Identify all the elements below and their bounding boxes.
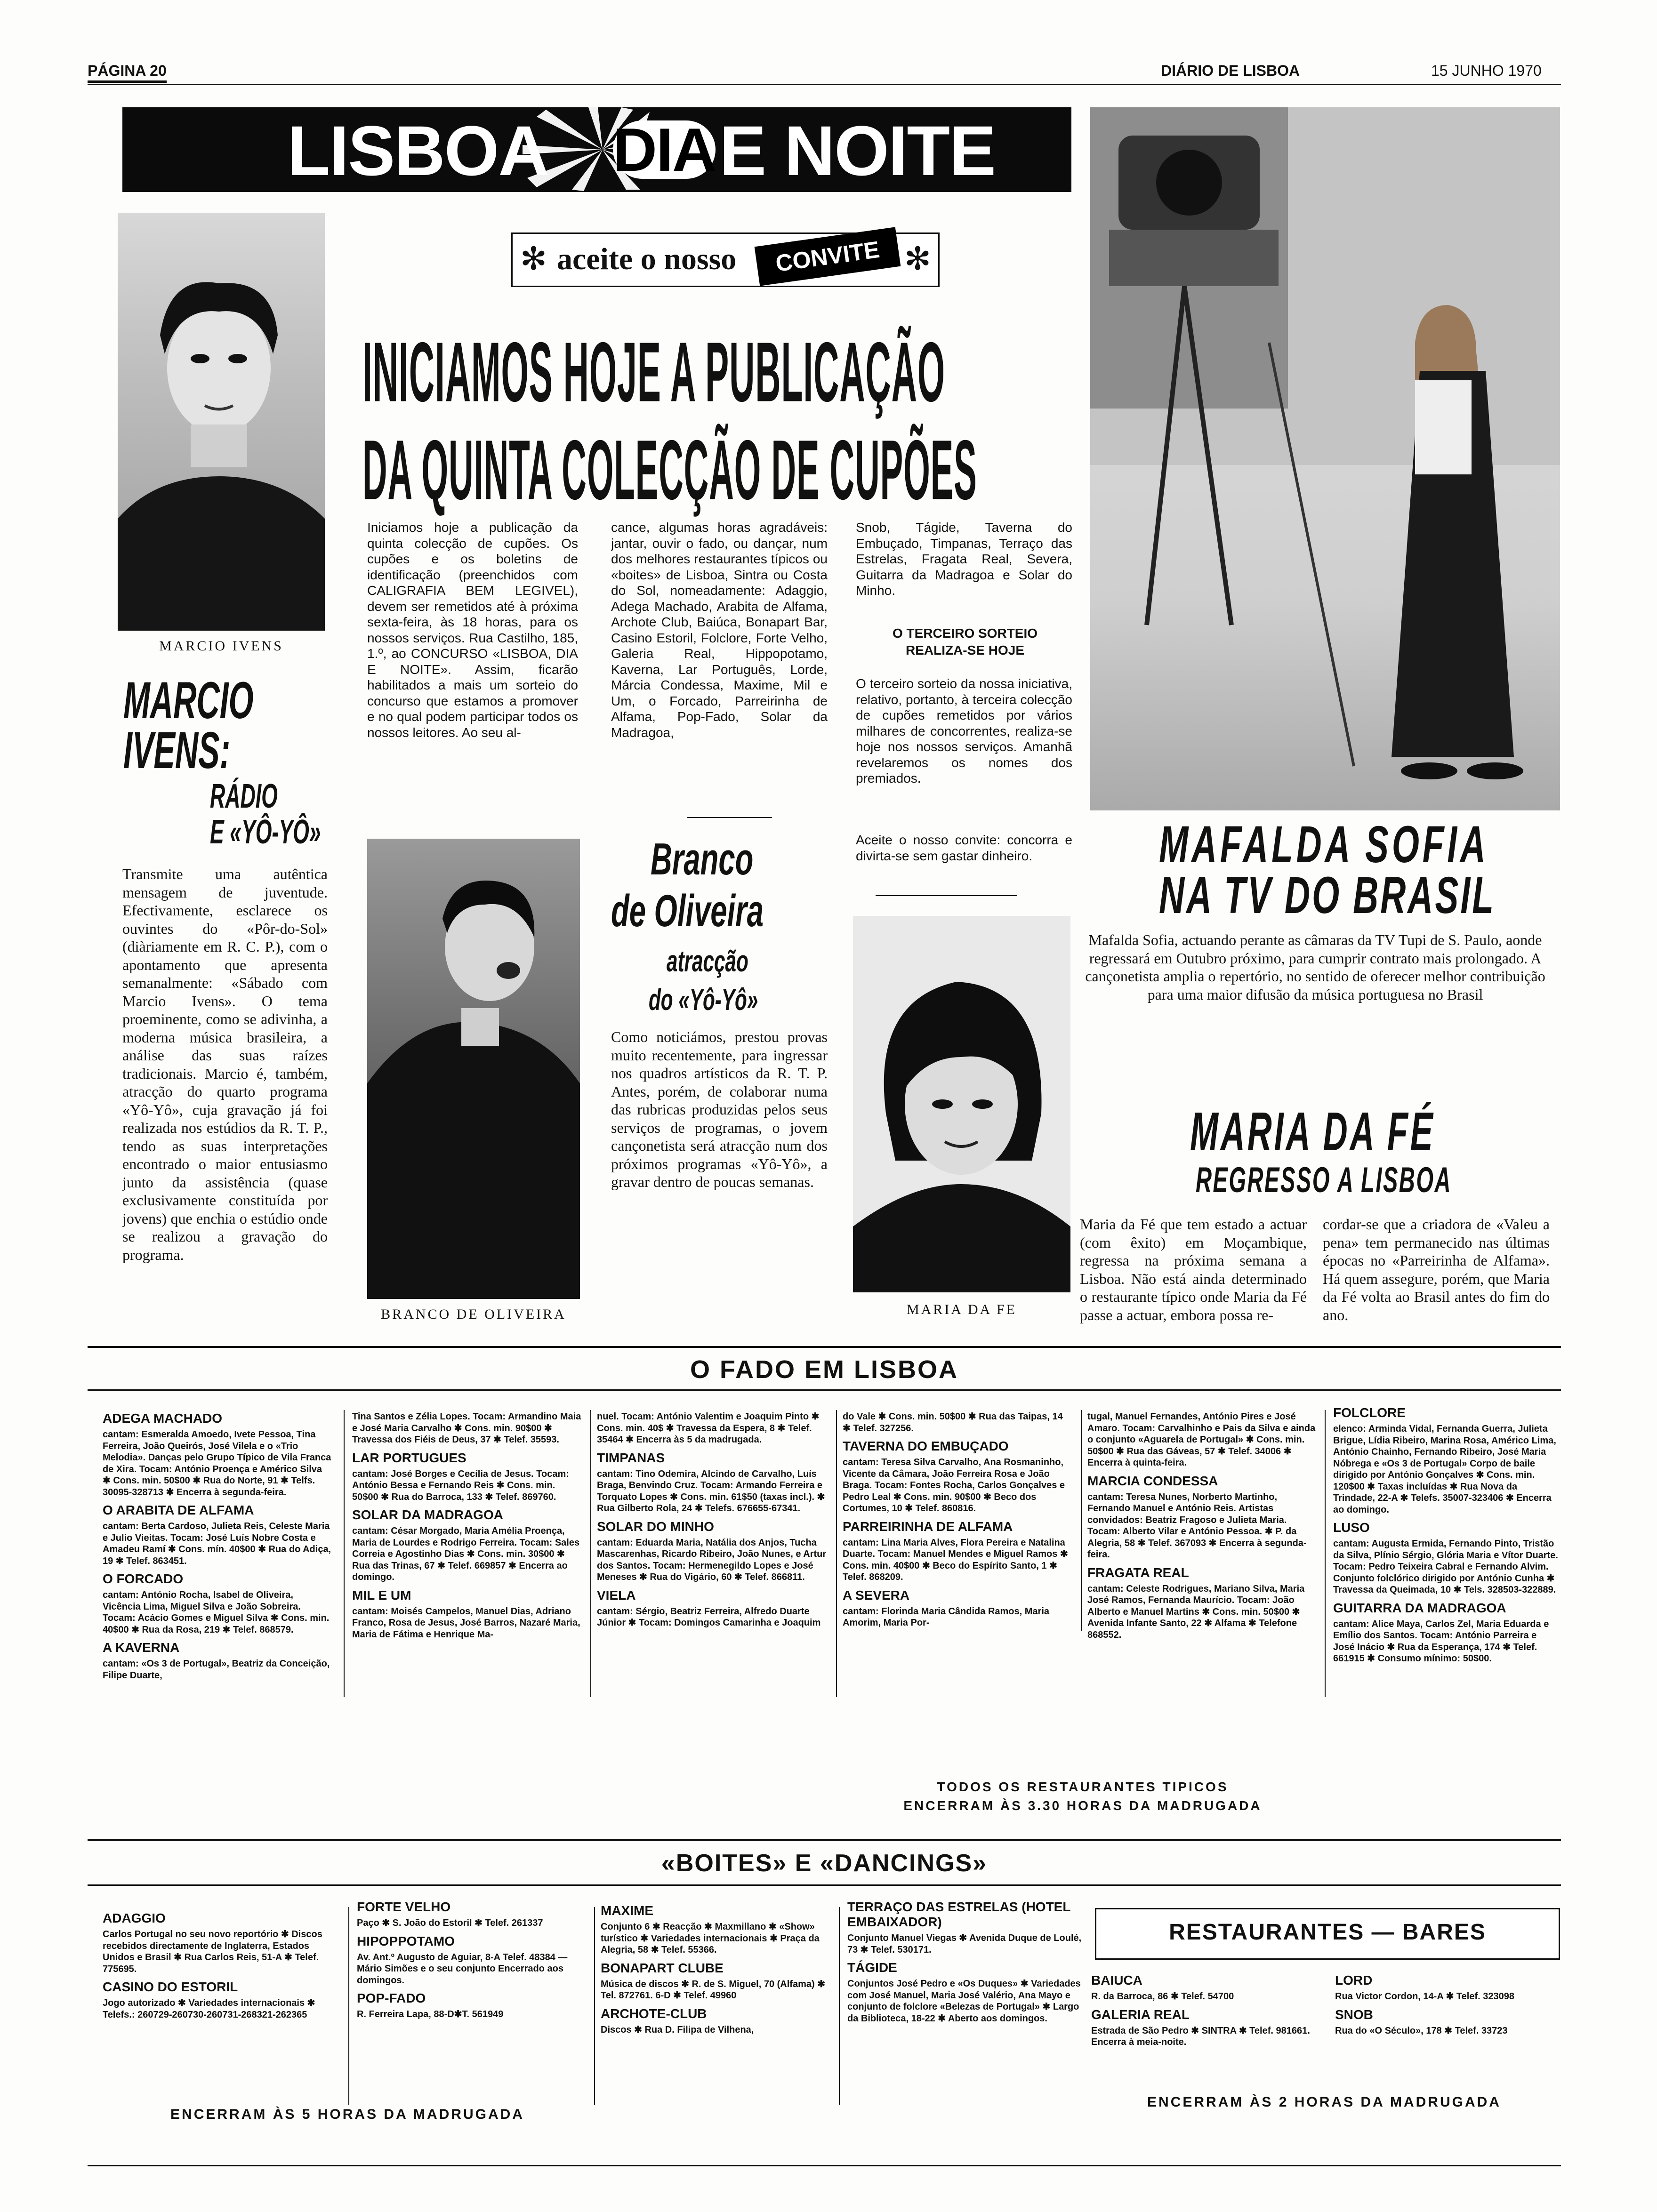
- venue-name-adega-machado: ADEGA MACHADO: [103, 1411, 223, 1426]
- venue-details: cantam: Eduarda Maria, Natália dos Anjos, Tucha Mascarenhas, Ricardo Ribeiro, João Nunes, e Artur dos Santos. Tocam: Hermenegildo Lopes e José Meneses ✱ Rua do Vigário, 60 ✱ Telef. 866811.: [597, 1537, 827, 1582]
- venue-name-lord: LORD: [1335, 1973, 1373, 1988]
- venue-name-timpanas: TIMPANAS: [597, 1450, 665, 1465]
- venue-details: Rua Victor Cordon, 14-A ✱ Telef. 323098: [1335, 1991, 1514, 2002]
- fado-section-title: O FADO EM LISBOA: [690, 1355, 959, 1384]
- venue-name-archote-club: ARCHOTE-CLUB: [601, 2006, 707, 2021]
- venue-details: do Vale ✱ Cons. min. 50$00 ✱ Rua das Taipas, 14 ✱ Telef. 327256.: [843, 1411, 1063, 1434]
- maria-da-fe-photo: [853, 916, 1070, 1292]
- venue-details: Discos ✱ Rua D. Filipa de Vilhena,: [601, 2024, 754, 2035]
- restaurantes-right: [1335, 1973, 1556, 2036]
- venue-name-a-severa: A SEVERA: [843, 1587, 910, 1603]
- fado-column-1: [103, 1411, 332, 1681]
- page-number: PÁGINA 20: [88, 62, 167, 83]
- maria-photo-caption: MARIA DA FE: [906, 1302, 1017, 1317]
- maria-body-col-1: Maria da Fé que tem estado a actuar (com êxito) em Moçambique, regressa na próxima semana a Lisboa. Não está ainda determinado o restaurante típico onde Maria da Fé passe a actuar, embora possa re-: [1080, 1216, 1307, 1323]
- coupon-article-col-2: cance, algumas horas agradáveis: jantar, ouvir o fado, ou dançar, num dos melhores restaurantes típicos ou «boites» de Lisboa, Sintra ou Costa do Sol, nomeadamente: Adaggio, Adega Machado, Arabita de Alfama, Archote Club, Baiúca, Bonapart Bar, Casino Estoril, Folclore, Forte Velho, Galeria Real, Hippopotamo, Kaverna, Lar Português, Lorde, Márcia Condessa, Maxime, Mil e Um, o Forcado, Parreirinha de Alfama, Pop-Fado, Solar da Madragoa,: [611, 520, 828, 740]
- coupon-article-col-3b: O terceiro sorteio da nossa iniciativa, relativo, portanto, à terceira colecção de cupões remetidos por vários milhares de concorrentes, realiza-se hoje nos nossos serviços. Amanhã revelaremos os nomes dos premiados.: [856, 676, 1072, 785]
- venue-details: cantam: Augusta Ermida, Fernando Pinto, Tristão da Silva, Plínio Sérgio, Glória Maria e Vítor Duarte. Tocam: Pedro Teixeira Cabral e Fernando Alvim. Conjunto folclórico dirigido por António Cunha ✱ Travessa da Queimada, 10 ✱ Tels. 328503-322889.: [1333, 1539, 1558, 1595]
- boites-section-title: «BOITES» E «DANCINGS»: [661, 1850, 988, 1877]
- boites-column-3: [601, 1903, 836, 2036]
- venue-name-pop-fado: POP-FADO: [357, 1991, 426, 2005]
- fado-closing-1: TODOS OS RESTAURANTES TIPICOS: [937, 1779, 1229, 1794]
- branco-de-oliveira-photo: [367, 839, 580, 1299]
- venue-details: Paço ✱ S. João do Estoril ✱ Telef. 261337: [357, 1918, 543, 1928]
- fado-closing-2: ENCERRAM ÀS 3.30 HORAS DA MADRUGADA: [903, 1798, 1262, 1813]
- coupon-article-col-3: Snob, Tágide, Taverna do Embuçado, Timpanas, Terraço das Estrelas, Fragata Real, Severa, Guitarra da Madragoa e Solar do Minho.: [856, 520, 1072, 598]
- boites-column-1: [103, 1911, 338, 2020]
- venue-details: cantam: Teresa Silva Carvalho, Ana Rosmaninho, Vicente da Câmara, João Ferreira Rosa e João Braga. Tocam: Fontes Rocha, Carlos Gonçalves e Pedro Leal ✱ Cons. min. 90$00 ✱ Beco dos Cortumes, 10 ✱ Telef. 860816.: [843, 1457, 1065, 1514]
- banner-e-noite: E NOITE: [719, 111, 996, 190]
- marcio-subtitle-1: RÁDIO: [210, 777, 278, 815]
- venue-name-solar-da-madragoa: SOLAR DA MADRAGOA: [352, 1507, 503, 1522]
- branco-body: Como noticiámos, prestou provas muito recentemente, para ingressar nos quadros artísticos da R. T. P. Antes, porém, de colaborar numa das rubricas produzidas pelos seus serviços de programas, o jovem cançonetista será atracção num dos próximos programas «Yô-Yô», a gravar dentro de poucas semanas.: [611, 1028, 828, 1190]
- venue-details: Carlos Portugal no seu novo reportório ✱ Discos recebidos directamente de Inglaterra, Estados Unidos e Brasil ✱ Rua Carlos Reis, 51-A ✱ Telef. 775695.: [103, 1929, 322, 1974]
- venue-details: R. Ferreira Lapa, 88-D✱T. 561949: [357, 2009, 504, 2020]
- venue-details: cantam: Florinda Maria Cândida Ramos, Maria Amorim, Maria Por-: [843, 1606, 1049, 1628]
- marcio-body: Transmite uma autêntica mensagem de juventude. Efectivamente, esclarece os ouvintes do «Pôr-do-Sol» (diàriamente em R. C. P.), com o apontamento que apresenta semanalmente: «Sábado com Marcio Ivens». O tema proeminente, como se adivinha, a moderna música brasileira, a análise das suas raízes tradicionais. Marcio é, também, atracção do quarto programa «Yô-Yô», cuja gravação já foi realizada nos estúdios da R. T. P., tendo as suas interpretações encontrado o maior entusiasmo junto da assistência (quase exclusivamente constituída por jovens) que enchia o estúdio onde se realizou a gravação do programa.: [122, 866, 328, 1263]
- lisboa-dia-e-noite-banner: [122, 107, 1071, 192]
- venue-name-guitarra-da-madragoa: GUITARRA DA MADRAGOA: [1333, 1600, 1506, 1615]
- venue-details: cantam: Moisés Campelos, Manuel Dias, Adriano Franco, Rosa de Jesus, José Barros, Nazaré Maria, Maria de Fátima e Henrique Ma-: [352, 1606, 580, 1640]
- branco-title-2: de Oliveira: [611, 886, 764, 936]
- fado-column-6: [1333, 1405, 1560, 1665]
- fado-column-3: [597, 1411, 827, 1629]
- convite-text: aceite o nosso: [557, 242, 737, 276]
- mafalda-title-1: MAFALDA SOFIA: [1159, 816, 1489, 874]
- venue-name-adaggio: ADAGGIO: [103, 1911, 166, 1925]
- venue-details: Conjunto Manuel Viegas ✱ Avenida Duque de Loulé, 73 ✱ Telef. 530171.: [847, 1933, 1082, 1955]
- banner-dia: DIA: [613, 115, 716, 184]
- venue-details: cantam: José Borges e Cecília de Jesus. Tocam: António Bessa e Fernando Reis ✱ Cons. min. 50$00 ✱ Rua do Barroca, 133 ✱ Telef. 869760.: [352, 1468, 569, 1502]
- headline-line-2: DA QUINTA COLECÇÃO DE CUPÕES: [362, 422, 977, 517]
- marcio-subtitle-2: E «YÔ-YÔ»: [210, 813, 321, 851]
- venue-name-hipoppotamo: HIPOPPOTAMO: [357, 1933, 455, 1948]
- restaurantes-closing: ENCERRAM ÀS 2 HORAS DA MADRUGADA: [1147, 2094, 1501, 2110]
- maria-title: MARIA DA FÉ: [1190, 1101, 1435, 1162]
- venue-details: cantam: Esmeralda Amoedo, Ivete Pessoa, Tina Ferreira, João Queirós, José Vilela e o «Trio Melodia». Danças pelo Grupo Típico de Vila Franca de Xira. Tocam: António Proença e Américo Silva ✱ Cons. min. 50$00 ✱ Rua do Norte, 91 ✱ Telfs. 30095-328713 ✱ Encerra à segunda-feira.: [103, 1429, 331, 1498]
- venue-name-solar-do-minho: SOLAR DO MINHO: [597, 1519, 714, 1534]
- venue-name-o-forcado: O FORCADO: [103, 1571, 184, 1586]
- fado-column-5: [1087, 1411, 1317, 1641]
- boites-column-2: [357, 1899, 592, 2020]
- branco-caption: BRANCO DE OLIVEIRA: [381, 1306, 566, 1322]
- branco-subtitle-2: do «Yô-Yô»: [649, 983, 758, 1017]
- venue-details: Conjuntos José Pedro e «Os Duques» ✱ Variedades com José Manuel, Maria José Valério, Ana Mayo e conjunto de folclore «Belezas de Portugal» ✱ Largo da Biblioteca, 18-22 ✱ Aberto aos domingos.: [847, 1979, 1081, 2024]
- restaurantes-title: RESTAURANTES — BARES: [1169, 1920, 1486, 1945]
- venue-details: Av. Ant.º Augusto de Aguiar, 8-A Telef. 48384 — Mário Simões e o seu conjunto Encerrado aos domingos.: [357, 1952, 568, 1986]
- venue-name-mil-e-um: MIL E UM: [352, 1587, 411, 1603]
- venue-name-o-arabita-de-alfama: O ARABITA DE ALFAMA: [103, 1503, 254, 1517]
- mafalda-body: Mafalda Sofia, actuando perante as câmaras da TV Tupi de S. Paulo, aonde regressará em Outubro próximo, para cumprir contrato mais prolongado. A cançonetista amplia o repertório, no sentido de oferecer melhor contribuição para uma maior difusão da música portuguesa no Brasil: [1085, 931, 1545, 1003]
- venue-details: cantam: Teresa Nunes, Norberto Martinho, Fernando Manuel e António Reis. Artistas convidados: Beatriz Fragoso e Julieta Maria. Tocam: Alberto Vilar e António Pessoa. ✱ P. da Alegria, 58 ✱ Telef. 367093 ✱ Encerra à segunda-feira.: [1087, 1491, 1307, 1560]
- venue-name-baiuca: BAIUCA: [1091, 1973, 1142, 1988]
- restaurantes-left: [1091, 1973, 1317, 2048]
- mafalda-title-2: NA TV DO BRASIL: [1159, 866, 1496, 924]
- headline-line-1: INICIAMOS HOJE A PUBLICAÇÃO: [362, 324, 946, 419]
- venue-name-maxime: MAXIME: [601, 1903, 653, 1918]
- venue-details: cantam: Sérgio, Beatriz Ferreira, Alfredo Duarte Júnior ✱ Tocam: Domingos Camarinha e Joaquim: [597, 1606, 821, 1628]
- venue-details: cantam: Celeste Rodrigues, Mariano Silva, Maria José Ramos, Fernanda Maurício. Tocam: João Alberto e Manuel Martins ✱ Cons. min. 50$00 ✱ Avenida Infante Santo, 22 ✱ Alfama ✱ Telefone 868552.: [1087, 1583, 1305, 1640]
- venue-details: tugal, Manuel Fernandes, António Pires e José Amaro. Tocam: Carvalhinho e Pais da Silva e ainda o conjunto «Aguarela de Portugal» ✱ Cons. min. 50$00 ✱ Rua das Gáveas, 57 ✱ Telef. 34006 ✱ Encerra à quinta-feira.: [1087, 1411, 1316, 1468]
- coupon-article-col-3c: Aceite o nosso convite: concorra e divirta-se sem gastar dinheiro.: [856, 833, 1072, 863]
- venue-details: cantam: Alice Maya, Carlos Zel, Maria Eduarda e Emílio dos Santos. Tocam: António Parreira e José Inácio ✱ Rua da Esperança, 174 ✱ Telef. 661915 ✱ Consumo mínimo: 50$00.: [1333, 1619, 1549, 1664]
- fado-column-2: [352, 1411, 582, 1640]
- venue-details: Tina Santos e Zélia Lopes. Tocam: Armandino Maia e José Maria Carvalho ✱ Cons. min. 90$00 ✱ Travessa dos Fiéis de Deus, 37 ✱ Telef. 35593.: [352, 1411, 581, 1445]
- venue-name-bonapart-clube: BONAPART CLUBE: [601, 1960, 724, 1975]
- coupon-subhead: O TERCEIRO SORTEIO REALIZA-SE HOJE: [892, 626, 1038, 657]
- venue-details: cantam: César Morgado, Maria Amélia Proença, Maria de Lourdes e Rodrigo Ferreira. Tocam: Sales Correia e Agostinho Dias ✱ Cons. min. 30$00 ✱ Rua das Trinas, 67 ✱ Telef. 669857 ✱ Encerra ao domingo.: [352, 1526, 580, 1582]
- marcio-caption: MARCIO IVENS: [159, 638, 283, 654]
- venue-name-tagide: TÁGIDE: [847, 1960, 897, 1975]
- banner-lisboa: LISBOA: [287, 111, 548, 190]
- venue-details: nuel. Tocam: António Valentim e Joaquim Pinto ✱ Cons. min. 40$ ✱ Travessa da Espera, 8 ✱ Telef. 35464 ✱ Encerra às 5 da madrugada.: [597, 1411, 820, 1445]
- venue-name-snob: SNOB: [1335, 2007, 1373, 2022]
- venue-details: Música de discos ✱ R. de S. Miguel, 70 (Alfama) ✱ Tel. 872761. 6-D ✱ Telef. 49960: [601, 1979, 825, 2001]
- convite-badge: CONVITE: [755, 227, 901, 286]
- marcio-ivens-photo: [118, 213, 325, 631]
- branco-title-1: Branco: [651, 834, 754, 884]
- venue-details: R. da Barroca, 86 ✱ Telef. 54700: [1091, 1991, 1234, 2002]
- venue-name-lar-portugues: LAR PORTUGUES: [352, 1450, 467, 1465]
- asterisk-icon: ✻: [520, 240, 547, 278]
- venue-details: elenco: Arminda Vidal, Fernanda Guerra, Julieta Brigue, Lídia Ribeiro, Marina Rosa, Américo Lima, António Chainho, Fernando Ribeiro, José Maria Nóbrega e «Os 3 de Portugal» Corpo de baile dirigido por António Gonçalves ✱ Cons. min. 120$00 ✱ Taxas incluídas ✱ Rua Nova da Trindade, 22-A ✱ Telefs. 35007-323406 ✱ Encerra ao domingo.: [1333, 1424, 1556, 1515]
- venue-details: cantam: Tino Odemira, Alcindo de Carvalho, Luís Braga, Benvindo Cruz. Tocam: Armando Ferreira e Torquato Lopes ✱ Cons. min. 61$50 (taxas incl.). ✱ Rua Gilberto Rola, 24 ✱ Telefs. 676655-67341.: [597, 1468, 825, 1514]
- venue-name-a-kaverna: A KAVERNA: [103, 1640, 180, 1655]
- venue-name-casino-do-estoril: CASINO DO ESTORIL: [103, 1980, 238, 1994]
- issue-date: 15 JUNHO 1970: [1431, 62, 1542, 79]
- marcio-title-1: MARCIO: [123, 672, 254, 729]
- venue-details: cantam: Berta Cardoso, Julieta Reis, Celeste Maria e Julio Vieitas. Tocam: José Luís Nobre Costa e Amadeu Ramí ✱ Cons. mín. 40$00 ✱ Rua do Adiça, 19 ✱ Telef. 863451.: [103, 1521, 331, 1566]
- venue-details: cantam: António Rocha, Isabel de Oliveira, Vicência Lima, Miguel Silva e João Sobreira. Tocam: Acácio Gomes e Miguel Silva ✱ Cons. min. 40$00 ✱ Rua da Rosa, 219 ✱ Telef. 868579.: [103, 1590, 330, 1635]
- venue-name-marcia-condessa: MARCIA CONDESSA: [1087, 1473, 1218, 1488]
- venue-name-viela: VIELA: [597, 1587, 636, 1603]
- boites-closing: ENCERRAM ÀS 5 HORAS DA MADRUGADA: [170, 2107, 524, 2122]
- venue-name-parreirinha-de-alfama: PARREIRINHA DE ALFAMA: [843, 1519, 1013, 1534]
- boites-column-4: [847, 1899, 1083, 2024]
- asterisk-icon: ✻: [904, 240, 931, 278]
- venue-details: Conjunto 6 ✱ Reacção ✱ Maxmillano ✱ «Show» turístico ✱ Variedades internacionais ✱ Praça da Alegria, 58 ✱ Telef. 55366.: [601, 1922, 820, 1955]
- venue-name-fragata-real: FRAGATA REAL: [1087, 1565, 1189, 1580]
- mafalda-sofia-photo: [1090, 107, 1560, 810]
- venue-name-taverna-do-embucado: TAVERNA DO EMBUÇADO: [843, 1439, 1009, 1453]
- venue-details: cantam: Lina Maria Alves, Flora Pereira e Natalina Duarte. Tocam: Manuel Mendes e Miguel Ramos ✱ Cons. min. 40$00 ✱ Beco do Espírito Santo, 1 ✱ Telef. 868209.: [843, 1537, 1068, 1582]
- marcio-title-2: IVENS:: [123, 721, 231, 779]
- venue-name-luso: LUSO: [1333, 1520, 1370, 1535]
- maria-body-col-2: cordar-se que a criadora de «Valeu a pena» tem permanecido nas últimas épocas no «Parreirinha de Alfama». Há quem assegure, porém, que Maria da Fé volta ao Brasil antes do fim do ano.: [1323, 1216, 1550, 1323]
- venue-details: Jogo autorizado ✱ Variedades internacionais ✱ Telefs.: 260729-260730-260731-268321-262365: [103, 1998, 315, 2020]
- venue-name-terraco-das-estrelas-hotel-embaixador: TERRAÇO DAS ESTRELAS (HOTEL EMBAIXADOR): [847, 1899, 1070, 1929]
- branco-subtitle-1: atracção: [667, 944, 748, 978]
- maria-subtitle: REGRESSO A LISBOA: [1196, 1160, 1452, 1200]
- fado-column-4: [843, 1411, 1072, 1629]
- venue-details: Estrada de São Pedro ✱ SINTRA ✱ Telef. 981661. Encerra à meia-noite.: [1091, 2025, 1310, 2047]
- venue-details: Rua do «O Século», 178 ✱ Telef. 33723: [1335, 2025, 1508, 2036]
- venue-name-forte-velho: FORTE VELHO: [357, 1899, 451, 1914]
- venue-name-galeria-real: GALERIA REAL: [1091, 2007, 1190, 2022]
- newspaper-name: DIÁRIO DE LISBOA: [1161, 62, 1300, 79]
- venue-name-folclore: FOLCLORE: [1333, 1405, 1406, 1420]
- venue-details: cantam: «Os 3 de Portugal», Beatriz da Conceição, Filipe Duarte,: [103, 1659, 330, 1681]
- coupon-article-col-1: Iniciamos hoje a publicação da quinta colecção de cupões. Os cupões e os boletins de identificação (preenchidos com CALIGRAFIA BEM LEGIVEL), devem ser remetidos até à próxima sexta-feira, às 18 horas, para os nossos serviços. Rua Castilho, 185, 1.º, ao CONCURSO «LISBOA, DIA E NOITE». Assim, ficarão habilitados a mais um sorteio do concurso que estamos a promover e no qual podem participar todos os nossos leitores. Ao seu al-: [367, 520, 578, 740]
- convite-box: [511, 232, 940, 287]
